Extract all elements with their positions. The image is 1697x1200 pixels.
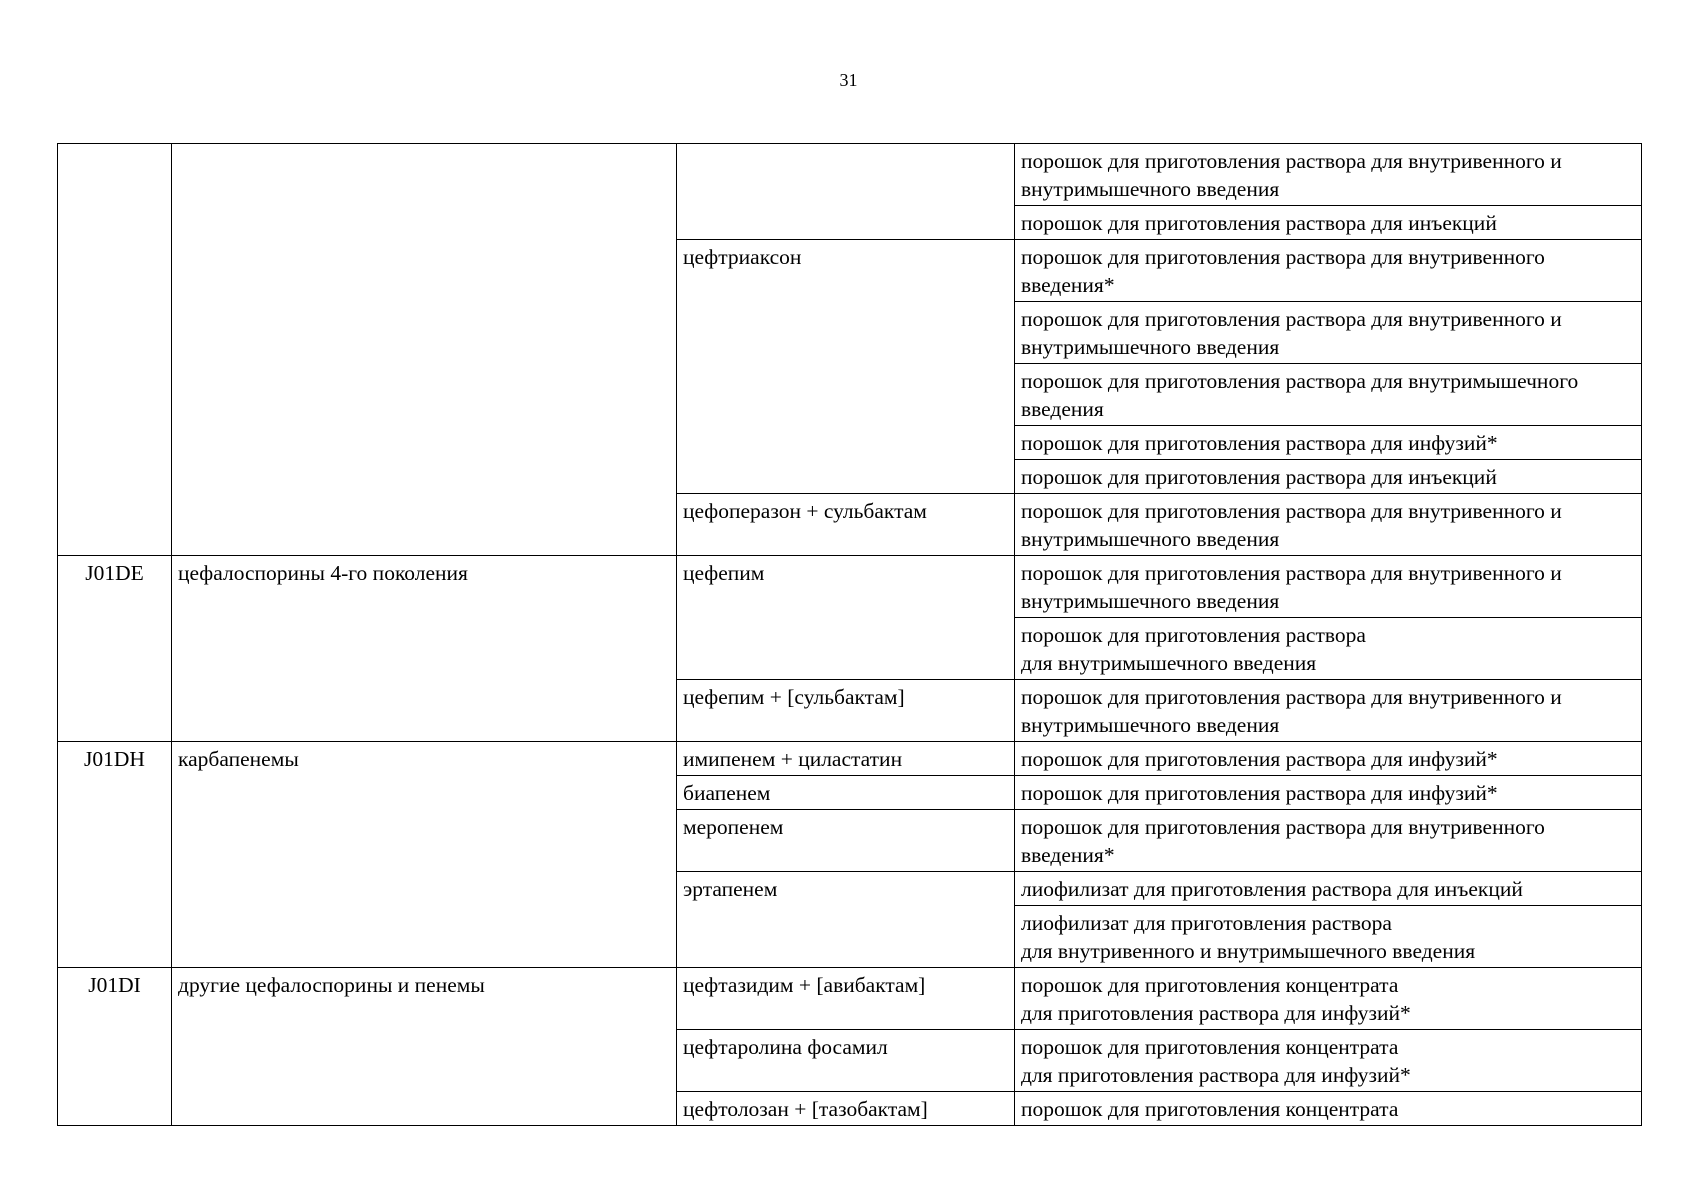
dosage-form-cell: порошок для приготовления раствора для внутримышечного введения [1015,618,1642,680]
drug-cell [677,144,1015,240]
atc-code-cell: J01DE [58,556,172,742]
drug-cell: цефоперазон + сульбактам [677,494,1015,556]
dosage-form-cell: порошок для приготовления раствора для внутривенного введения* [1015,240,1642,302]
atc-code-cell: J01DH [58,742,172,968]
dosage-form-cell: порошок для приготовления концентрата для приготовления раствора для инфузий* [1015,968,1642,1030]
dosage-form-cell: порошок для приготовления концентрата для приготовления раствора для инфузий* [1015,1030,1642,1092]
drug-cell: меропенем [677,810,1015,872]
dosage-form-cell: порошок для приготовления раствора для внутривенного и внутримышечного введения [1015,680,1642,742]
dosage-form-cell: порошок для приготовления раствора для инъекций [1015,206,1642,240]
dosage-form-cell: порошок для приготовления раствора для внутривенного и внутримышечного введения [1015,302,1642,364]
dosage-form-cell: порошок для приготовления раствора для инфузий* [1015,742,1642,776]
drug-cell: цефтаролина фосамил [677,1030,1015,1092]
table-row [58,556,1642,618]
dosage-form-cell: порошок для приготовления концентрата [1015,1092,1642,1126]
dosage-form-cell: порошок для приготовления раствора для инъекций [1015,460,1642,494]
drug-cell: цефтазидим + [авибактам] [677,968,1015,1030]
table-row [58,968,1642,1030]
table-row [58,742,1642,776]
drug-cell: цефтриаксон [677,240,1015,494]
group-cell: другие цефалоспорины и пенемы [172,968,677,1126]
dosage-form-cell: лиофилизат для приготовления раствора для инъекций [1015,872,1642,906]
atc-code-cell [58,144,172,556]
page-number: 31 [839,70,858,90]
group-cell: карбапенемы [172,742,677,968]
drug-cell: цефепим [677,556,1015,680]
group-cell: цефалоспорины 4-го поколения [172,556,677,742]
drug-cell: цефтолозан + [тазобактам] [677,1092,1015,1126]
atc-code-cell: J01DI [58,968,172,1126]
dosage-form-cell: лиофилизат для приготовления раствора для внутривенного и внутримышечного введения [1015,906,1642,968]
table-row [58,144,1642,206]
drug-cell: биапенем [677,776,1015,810]
dosage-form-cell: порошок для приготовления раствора для инфузий* [1015,776,1642,810]
dosage-form-cell: порошок для приготовления раствора для внутривенного и внутримышечного введения [1015,144,1642,206]
dosage-form-cell: порошок для приготовления раствора для внутривенного и внутримышечного введения [1015,556,1642,618]
dosage-form-cell: порошок для приготовления раствора для внутримышечного введения [1015,364,1642,426]
dosage-form-cell: порошок для приготовления раствора для внутривенного и внутримышечного введения [1015,494,1642,556]
drug-cell: имипенем + циластатин [677,742,1015,776]
dosage-form-cell: порошок для приготовления раствора для инфузий* [1015,426,1642,460]
drug-cell: цефепим + [сульбактам] [677,680,1015,742]
dosage-form-cell: порошок для приготовления раствора для внутривенного введения* [1015,810,1642,872]
drug-cell: эртапенем [677,872,1015,968]
medication-table [57,143,1642,1126]
group-cell [172,144,677,556]
